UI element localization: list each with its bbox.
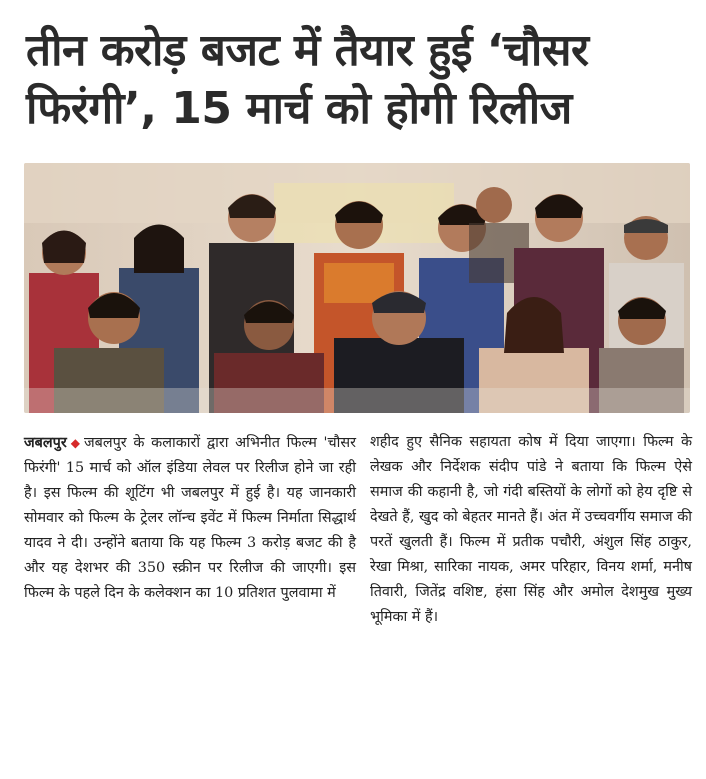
article-body	[24, 430, 692, 630]
diamond-bullet-icon: ◆	[70, 436, 80, 450]
article-column-1	[24, 430, 356, 630]
group-photo	[24, 163, 690, 413]
headline: तीन करोड़ बजट में तैयार हुई ‘चौसर फिरंगी’, 15 मार्च को होगी रिलीज	[26, 25, 589, 134]
article-column-2	[370, 430, 692, 630]
column-2-text: शहीद हुए सैनिक सहायता कोष में दिया जाएगा। फिल्म के लेखक और निर्देशक संदीप पांडे ने बताया कि फिल्म ऐसे समाज की कहानी है, जो गंदी बस्तियों के लोगों को हेय दृष्टि से देखते हैं, खुद को बेहतर मानते हैं। अंत में उच्चवर्गीय समाज की परतें खुलती हैं। फिल्म में प्रतीक पचौरी, अंशुल सिंह ठाकुर, रेखा मिश्रा, सारिका नायक, अमर परिहार, विनय शर्मा, मनीष तिवारी, जितेंद्र वशिष्ट, हंसा सिंह और अमोल देशमुख मुख्य भूमिका में हैं।	[370, 434, 692, 625]
column-1-text: जबलपुर के कलाकारों द्वारा अभिनीत फिल्म 'चौसर फिरंगी' 15 मार्च को ऑल इंडिया लेवल पर रिलीज होने जा रही है। इस फिल्म की शूटिंग भी जबलपुर में हुई है। यह जानकारी सोमवार को फिल्म के ट्रेलर लॉन्च इवेंट में फिल्म निर्माता सिद्धार्थ यादव ने दी। उन्होंने बताया कि यह फिल्म 3 करोड़ बजट की है और यह देशभर की 350 स्क्रीन पर रिलीज की जाएगी। इस फिल्म के पहले दिन के कलेक्शन का 10 प्रतिशत पुलवामा में	[24, 435, 356, 601]
dateline: जबलपुर	[24, 434, 67, 451]
